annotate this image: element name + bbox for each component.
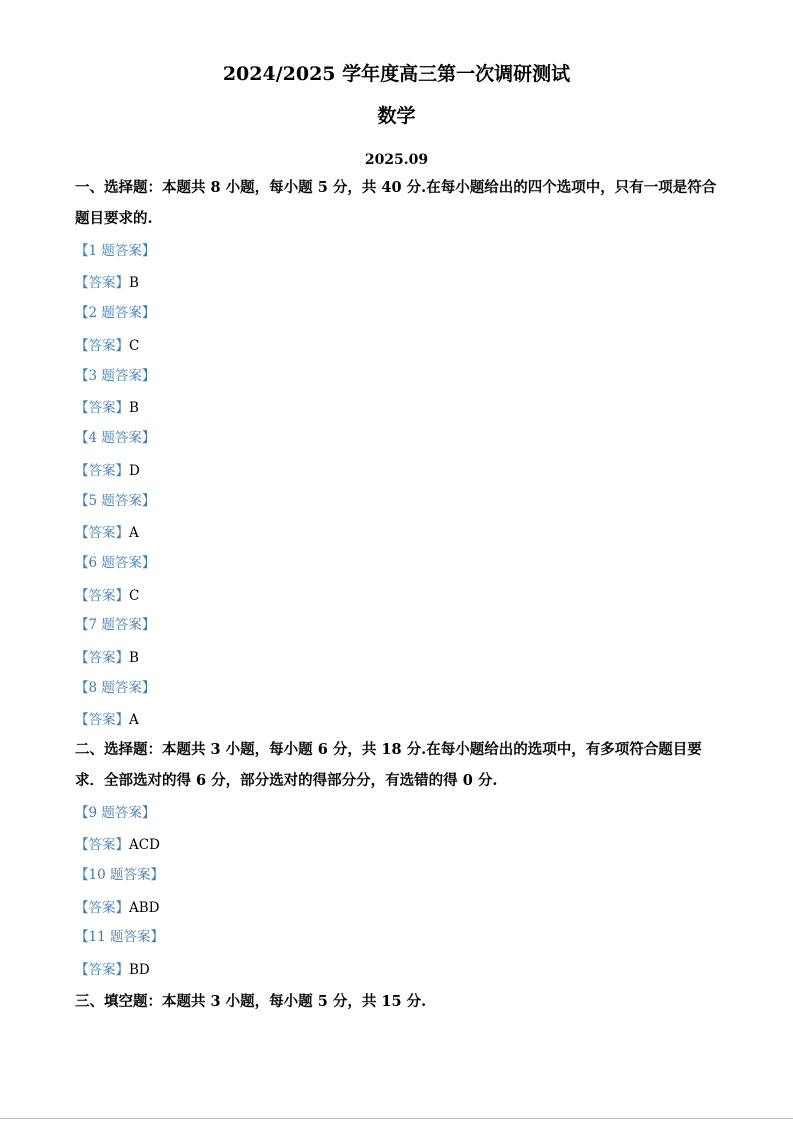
question-label: 【10 题答案】 <box>75 867 164 883</box>
page-bottom-rule <box>0 1118 793 1119</box>
answer-line: 【答案】ACD <box>75 837 160 853</box>
answer-line: 【答案】BD <box>75 962 150 978</box>
answer-line: 【答案】B <box>75 650 139 666</box>
exam-date: 2025.09 <box>364 152 429 168</box>
answer-line: 【答案】B <box>75 275 139 291</box>
question-label: 【4 题答案】 <box>75 430 156 446</box>
answer-line: 【答案】A <box>75 525 139 541</box>
question-label: 【1 题答案】 <box>75 243 156 259</box>
question-label: 【5 题答案】 <box>75 493 156 509</box>
question-label: 【7 题答案】 <box>75 617 156 633</box>
answer-line: 【答案】C <box>75 338 140 354</box>
answer-line: 【答案】D <box>75 463 140 479</box>
question-label: 【11 题答案】 <box>75 929 164 945</box>
answer-line: 【答案】ABD <box>75 900 160 916</box>
question-label: 【2 题答案】 <box>75 305 156 321</box>
section-heading-3: 三、填空题：本题共 3 小题，每小题 5 分，共 15 分. <box>75 993 427 1010</box>
answer-line: 【答案】C <box>75 588 140 604</box>
answer-line: 【答案】A <box>75 712 139 728</box>
question-label: 【6 题答案】 <box>75 555 156 571</box>
section-heading-1: 一、选择题：本题共 8 小题，每小题 5 分，共 40 分.在每小题给出的四个选项中，只有一项是符合题目要求的. <box>75 179 717 227</box>
question-label: 【8 题答案】 <box>75 680 156 696</box>
question-label: 【3 题答案】 <box>75 368 156 384</box>
section-heading-2: 二、选择题：本题共 3 小题，每小题 6 分，共 18 分.在每小题给出的选项中，有多项符合题目要求．全部选对的得 6 分，部分选对的得部分分，有选错的得 0 分. <box>75 741 702 789</box>
document-title: 2024/2025 学年度高三第一次调研测试 <box>222 63 571 85</box>
answer-line: 【答案】B <box>75 400 139 416</box>
question-label: 【9 题答案】 <box>75 805 156 821</box>
subject-title: 数学 <box>377 105 416 127</box>
